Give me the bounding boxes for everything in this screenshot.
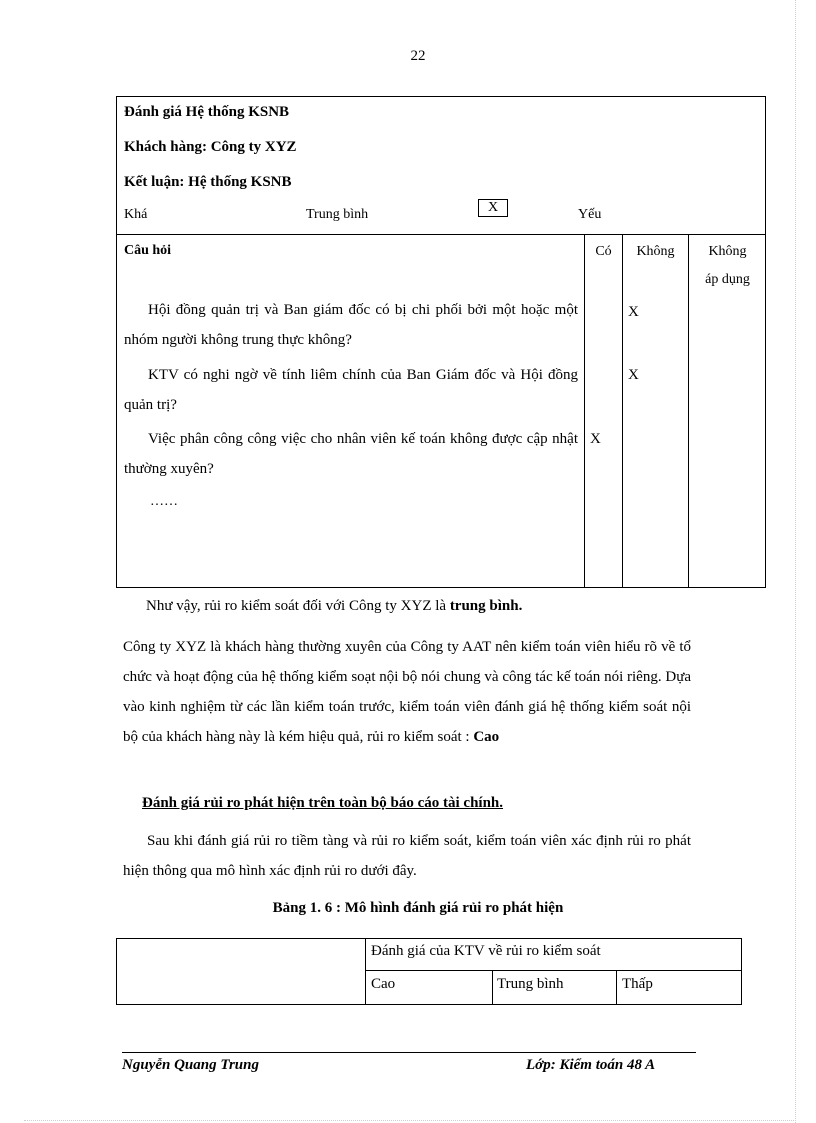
- column-yes-header: Có: [595, 244, 612, 259]
- evaluation-client: Khách hàng: Công ty XYZ: [124, 139, 297, 155]
- question-2-no-mark: X: [628, 367, 639, 383]
- summary-line: [146, 598, 522, 615]
- column-no-header: Không: [636, 244, 675, 259]
- risk-table-divider-main: [365, 938, 366, 1005]
- question-1-no-mark: X: [628, 304, 639, 320]
- footer-author: Nguyễn Quang Trung: [122, 1057, 259, 1073]
- risk-level-low: Thấp: [622, 976, 653, 992]
- question-1: Hội đồng quản trị và Ban giám đốc có bị chi phối bởi một hoặc một nhóm người không trung thực không?: [124, 302, 578, 348]
- rating-average: Trung bình: [306, 207, 369, 222]
- page-edge-bottom: [24, 1120, 794, 1121]
- footer-rule: [122, 1052, 696, 1053]
- risk-level-medium: Trung bình: [497, 976, 564, 992]
- column-na-line1: Không: [708, 244, 747, 259]
- column-question-header: Câu hỏi: [124, 243, 172, 258]
- summary-bold: trung bình.: [449, 598, 523, 614]
- summary-prefix: Như vậy, rủi ro kiểm soát đối với Công ty XYZ là: [146, 598, 450, 614]
- page-edge-right: [795, 0, 796, 1123]
- risk-table-header: Đánh giá của KTV về rủi ro kiểm soát: [371, 943, 601, 959]
- main-paragraph: [123, 632, 691, 752]
- evaluation-conclusion: Kết luận: Hệ thống KSNB: [124, 174, 292, 190]
- footer-class: Lớp: Kiểm toán 48 A: [526, 1057, 656, 1073]
- rating-weak: Yếu: [578, 207, 602, 222]
- risk-table-divider-2: [492, 970, 493, 1005]
- page-number: 22: [410, 48, 426, 64]
- column-divider-yes: [584, 234, 585, 588]
- question-3: Việc phân công công việc cho nhân viên kế toán không được cập nhật thường xuyên?: [124, 431, 578, 477]
- main-paragraph-bold: Cao: [473, 729, 500, 745]
- question-2: KTV có nghi ngờ về tính liêm chính của Ban Giám đốc và Hội đồng quản trị?: [124, 367, 578, 413]
- question-3-yes-mark: X: [590, 431, 601, 447]
- rating-good: Khá: [124, 207, 148, 222]
- table-caption: Bảng 1. 6 : Mô hình đánh giá rủi ro phát hiện: [272, 900, 564, 916]
- main-paragraph-text: Công ty XYZ là khách hàng thường xuyên của Công ty AAT nên kiểm toán viên hiểu rõ về tổ chức và hoạt động của hệ thống kiểm soạt nội bộ nói chung và công tác kế toán nói riêng. Dựa vào kinh nghiệm từ các lần kiểm toán trước, kiểm toán viên đánh giá hệ thống kiểm soát nội bộ của khách hàng này là kém hiệu quả, rủi ro kiểm soát :: [123, 639, 691, 745]
- questions-ellipsis: ……: [150, 494, 178, 509]
- risk-table-divider-3: [616, 970, 617, 1005]
- column-na-line2: áp dụng: [705, 272, 750, 287]
- evaluation-divider: [116, 234, 766, 235]
- risk-table-row-divider: [365, 970, 742, 971]
- column-na-header: [689, 238, 766, 294]
- rating-checkbox: X: [478, 199, 508, 217]
- section-heading: Đánh giá rủi ro phát hiện trên toàn bộ báo cáo tài chính.: [142, 795, 504, 811]
- evaluation-title: Đánh giá Hệ thống KSNB: [124, 104, 290, 120]
- column-divider-no: [622, 234, 623, 588]
- detect-paragraph: Sau khi đánh giá rủi ro tiềm tàng và rủi ro kiểm soát, kiểm toán viên xác định rủi ro phát hiện thông qua mô hình xác định rủi ro dưới đây.: [123, 833, 691, 879]
- risk-level-high: Cao: [371, 976, 396, 992]
